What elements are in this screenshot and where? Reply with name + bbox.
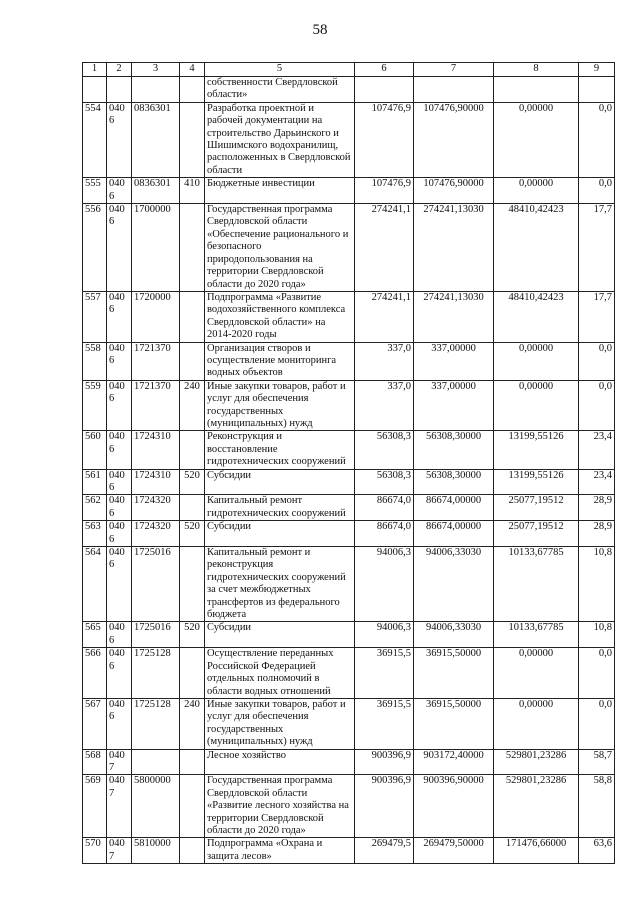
executed-amount-cell: 10133,67785 [494,547,579,622]
planned-amount-cell: 269479,5 [355,838,414,864]
planned-amount-cell: 36915,5 [355,698,414,749]
refined-amount-cell: 337,00000 [414,380,494,431]
execution-percent-cell: 0,0 [579,698,615,749]
row-number-cell: 558 [83,342,107,380]
target-code-cell: 1725128 [132,698,180,749]
executed-amount-cell: 13199,55126 [494,469,579,495]
row-number-cell: 565 [83,622,107,648]
column-header: 6 [355,63,414,77]
expense-type-cell [180,102,205,177]
table-row [83,342,615,380]
refined-amount-cell: 107476,90000 [414,102,494,177]
planned-amount-cell: 274241,1 [355,204,414,292]
table-row [83,204,615,292]
section-code-cell: 0407 [107,775,132,838]
section-code-cell: 0407 [107,838,132,864]
section-code-cell: 0406 [107,102,132,177]
expense-type-cell: 240 [180,380,205,431]
expense-type-cell [180,838,205,864]
column-header: 3 [132,63,180,77]
target-code-cell [132,749,180,775]
table-row [83,495,615,521]
planned-amount-cell: 274241,1 [355,291,414,342]
expense-type-cell [180,749,205,775]
executed-amount-cell: 0,00000 [494,102,579,177]
execution-percent-cell: 0,0 [579,648,615,699]
target-code-cell: 1724320 [132,495,180,521]
table-row [83,178,615,204]
target-code-cell: 1700000 [132,204,180,292]
row-number-cell: 568 [83,749,107,775]
expense-type-cell [180,204,205,292]
executed-amount-cell: 529801,23286 [494,749,579,775]
item-name-cell: Осуществление переданных Российской Федерацией отдельных полномочий в области водных отношений [205,648,355,699]
expense-type-cell [180,495,205,521]
target-code-cell: 5810000 [132,838,180,864]
expense-type-cell [180,291,205,342]
expense-type-cell: 240 [180,698,205,749]
refined-amount-cell: 86674,00000 [414,495,494,521]
planned-amount-cell: 107476,9 [355,102,414,177]
item-name-cell: Реконструкция и восстановление гидротехнических сооружений [205,431,355,469]
execution-percent-cell: 58,8 [579,775,615,838]
item-name-cell: Подпрограмма «Развитие водохозяйственного комплекса Свердловской области» на 2014-2020 годы [205,291,355,342]
row-number-cell: 554 [83,102,107,177]
item-name-cell: Подпрограмма «Охрана и защита лесов» [205,838,355,864]
section-code-cell: 0406 [107,178,132,204]
table-row [83,749,615,775]
row-number-cell: 555 [83,178,107,204]
table-row [83,431,615,469]
planned-amount-cell: 56308,3 [355,469,414,495]
row-number-cell: 570 [83,838,107,864]
column-header: 7 [414,63,494,77]
table-row [83,648,615,699]
section-code-cell: 0406 [107,521,132,547]
planned-amount-cell: 337,0 [355,380,414,431]
item-name-cell: Капитальный ремонт гидротехнических сооружений [205,495,355,521]
table-row [83,291,615,342]
execution-percent-cell: 63,6 [579,838,615,864]
row-number-cell: 559 [83,380,107,431]
refined-amount-cell: 94006,33030 [414,622,494,648]
section-code-cell: 0406 [107,431,132,469]
expense-type-cell: 520 [180,622,205,648]
executed-amount-cell: 25077,19512 [494,521,579,547]
executed-amount-cell: 25077,19512 [494,495,579,521]
refined-amount-cell: 56308,30000 [414,469,494,495]
expense-type-cell [180,342,205,380]
item-name-cell: Разработка проектной и рабочей документации на строительство Дарьинского и Шишимского водохранилищ, расположенных в Свердловской области [205,102,355,177]
expense-type-cell: 520 [180,521,205,547]
refined-amount-cell: 107476,90000 [414,178,494,204]
table-header-row [83,63,615,77]
item-name-cell: Субсидии [205,521,355,547]
refined-amount-cell: 903172,40000 [414,749,494,775]
table-row [83,698,615,749]
item-name-cell: Субсидии [205,469,355,495]
refined-amount-cell: 36915,50000 [414,648,494,699]
column-header: 1 [83,63,107,77]
execution-percent-cell: 0,0 [579,102,615,177]
item-name-cell: Государственная программа Свердловской области «Развитие лесного хозяйства на территории Свердловской области до 2020 года» [205,775,355,838]
page-number: 58 [312,22,328,38]
row-number-cell: 564 [83,547,107,622]
planned-amount-cell: 56308,3 [355,431,414,469]
section-code-cell: 0406 [107,547,132,622]
executed-amount-cell: 529801,23286 [494,775,579,838]
refined-amount-cell: 269479,50000 [414,838,494,864]
planned-amount-cell: 337,0 [355,342,414,380]
section-code-cell: 0406 [107,380,132,431]
execution-percent-cell: 28,9 [579,495,615,521]
refined-amount-cell: 900396,90000 [414,775,494,838]
expense-type-cell [180,77,205,103]
table-row [83,380,615,431]
item-name-cell: Иные закупки товаров, работ и услуг для обеспечения государственных (муниципальных) нужд [205,698,355,749]
column-header: 9 [579,63,615,77]
section-code-cell: 0406 [107,469,132,495]
table-row [83,102,615,177]
planned-amount-cell: 86674,0 [355,521,414,547]
row-number-cell: 566 [83,648,107,699]
column-header: 5 [205,63,355,77]
refined-amount-cell: 94006,33030 [414,547,494,622]
row-number-cell: 563 [83,521,107,547]
row-number-cell: 560 [83,431,107,469]
section-code-cell: 0406 [107,622,132,648]
refined-amount-cell: 36915,50000 [414,698,494,749]
table-row [83,77,615,103]
target-code-cell: 1720000 [132,291,180,342]
executed-amount-cell: 0,00000 [494,342,579,380]
executed-amount-cell: 13199,55126 [494,431,579,469]
section-code-cell: 0406 [107,291,132,342]
column-header: 2 [107,63,132,77]
item-name-cell: Бюджетные инвестиции [205,178,355,204]
execution-percent-cell: 0,0 [579,178,615,204]
table-row [83,547,615,622]
planned-amount-cell: 900396,9 [355,775,414,838]
execution-percent-cell: 0,0 [579,342,615,380]
row-number-cell: 569 [83,775,107,838]
target-code-cell: 1721370 [132,342,180,380]
target-code-cell: 1724320 [132,521,180,547]
target-code-cell: 1721370 [132,380,180,431]
expense-type-cell [180,648,205,699]
planned-amount-cell: 86674,0 [355,495,414,521]
row-number-cell: 567 [83,698,107,749]
planned-amount-cell: 107476,9 [355,178,414,204]
section-code-cell: 0406 [107,648,132,699]
target-code-cell: 1725128 [132,648,180,699]
target-code-cell: 5800000 [132,775,180,838]
table-row [83,775,615,838]
target-code-cell: 0836301 [132,178,180,204]
item-name-cell: Организация створов и осуществление мониторинга водных объектов [205,342,355,380]
section-code-cell: 0406 [107,495,132,521]
expense-type-cell: 410 [180,178,205,204]
target-code-cell: 1724310 [132,469,180,495]
planned-amount-cell: 94006,3 [355,622,414,648]
row-number-cell: 557 [83,291,107,342]
table-row [83,838,615,864]
executed-amount-cell: 0,00000 [494,698,579,749]
table-row [83,622,615,648]
refined-amount-cell: 337,00000 [414,342,494,380]
planned-amount-cell [355,77,414,103]
refined-amount-cell: 274241,13030 [414,291,494,342]
item-name-cell: собственности Свердловской области» [205,77,355,103]
execution-percent-cell: 17,7 [579,204,615,292]
target-code-cell: 1724310 [132,431,180,469]
executed-amount-cell: 0,00000 [494,178,579,204]
table-body [83,77,615,864]
refined-amount-cell: 274241,13030 [414,204,494,292]
execution-percent-cell [579,77,615,103]
table-row [83,521,615,547]
expense-type-cell [180,775,205,838]
section-code-cell: 0406 [107,698,132,749]
executed-amount-cell [494,77,579,103]
execution-percent-cell: 23,4 [579,469,615,495]
table-row [83,469,615,495]
row-number-cell: 556 [83,204,107,292]
execution-percent-cell: 58,7 [579,749,615,775]
refined-amount-cell: 86674,00000 [414,521,494,547]
execution-percent-cell: 23,4 [579,431,615,469]
planned-amount-cell: 94006,3 [355,547,414,622]
refined-amount-cell [414,77,494,103]
expense-type-cell [180,547,205,622]
section-code-cell: 0406 [107,204,132,292]
execution-percent-cell: 10,8 [579,622,615,648]
executed-amount-cell: 0,00000 [494,380,579,431]
section-code-cell [107,77,132,103]
execution-percent-cell: 17,7 [579,291,615,342]
item-name-cell: Иные закупки товаров, работ и услуг для обеспечения государственных (муниципальных) нужд [205,380,355,431]
expense-type-cell [180,431,205,469]
column-header: 4 [180,63,205,77]
executed-amount-cell: 10133,67785 [494,622,579,648]
executed-amount-cell: 0,00000 [494,648,579,699]
target-code-cell: 0836301 [132,102,180,177]
target-code-cell: 1725016 [132,547,180,622]
item-name-cell: Субсидии [205,622,355,648]
executed-amount-cell: 48410,42423 [494,204,579,292]
refined-amount-cell: 56308,30000 [414,431,494,469]
target-code-cell [132,77,180,103]
row-number-cell [83,77,107,103]
column-header: 8 [494,63,579,77]
section-code-cell: 0406 [107,342,132,380]
section-code-cell: 0407 [107,749,132,775]
execution-percent-cell: 28,9 [579,521,615,547]
target-code-cell: 1725016 [132,622,180,648]
item-name-cell: Государственная программа Свердловской области «Обеспечение рационального и безопасного природопользования на территории Свердловской области до 2020 года» [205,204,355,292]
item-name-cell: Капитальный ремонт и реконструкция гидротехнических сооружений за счет межбюджетных трансфертов из федерального бюджета [205,547,355,622]
execution-percent-cell: 10,8 [579,547,615,622]
budget-table [82,62,615,864]
planned-amount-cell: 900396,9 [355,749,414,775]
item-name-cell: Лесное хозяйство [205,749,355,775]
expense-type-cell: 520 [180,469,205,495]
row-number-cell: 561 [83,469,107,495]
row-number-cell: 562 [83,495,107,521]
executed-amount-cell: 171476,66000 [494,838,579,864]
executed-amount-cell: 48410,42423 [494,291,579,342]
execution-percent-cell: 0,0 [579,380,615,431]
planned-amount-cell: 36915,5 [355,648,414,699]
